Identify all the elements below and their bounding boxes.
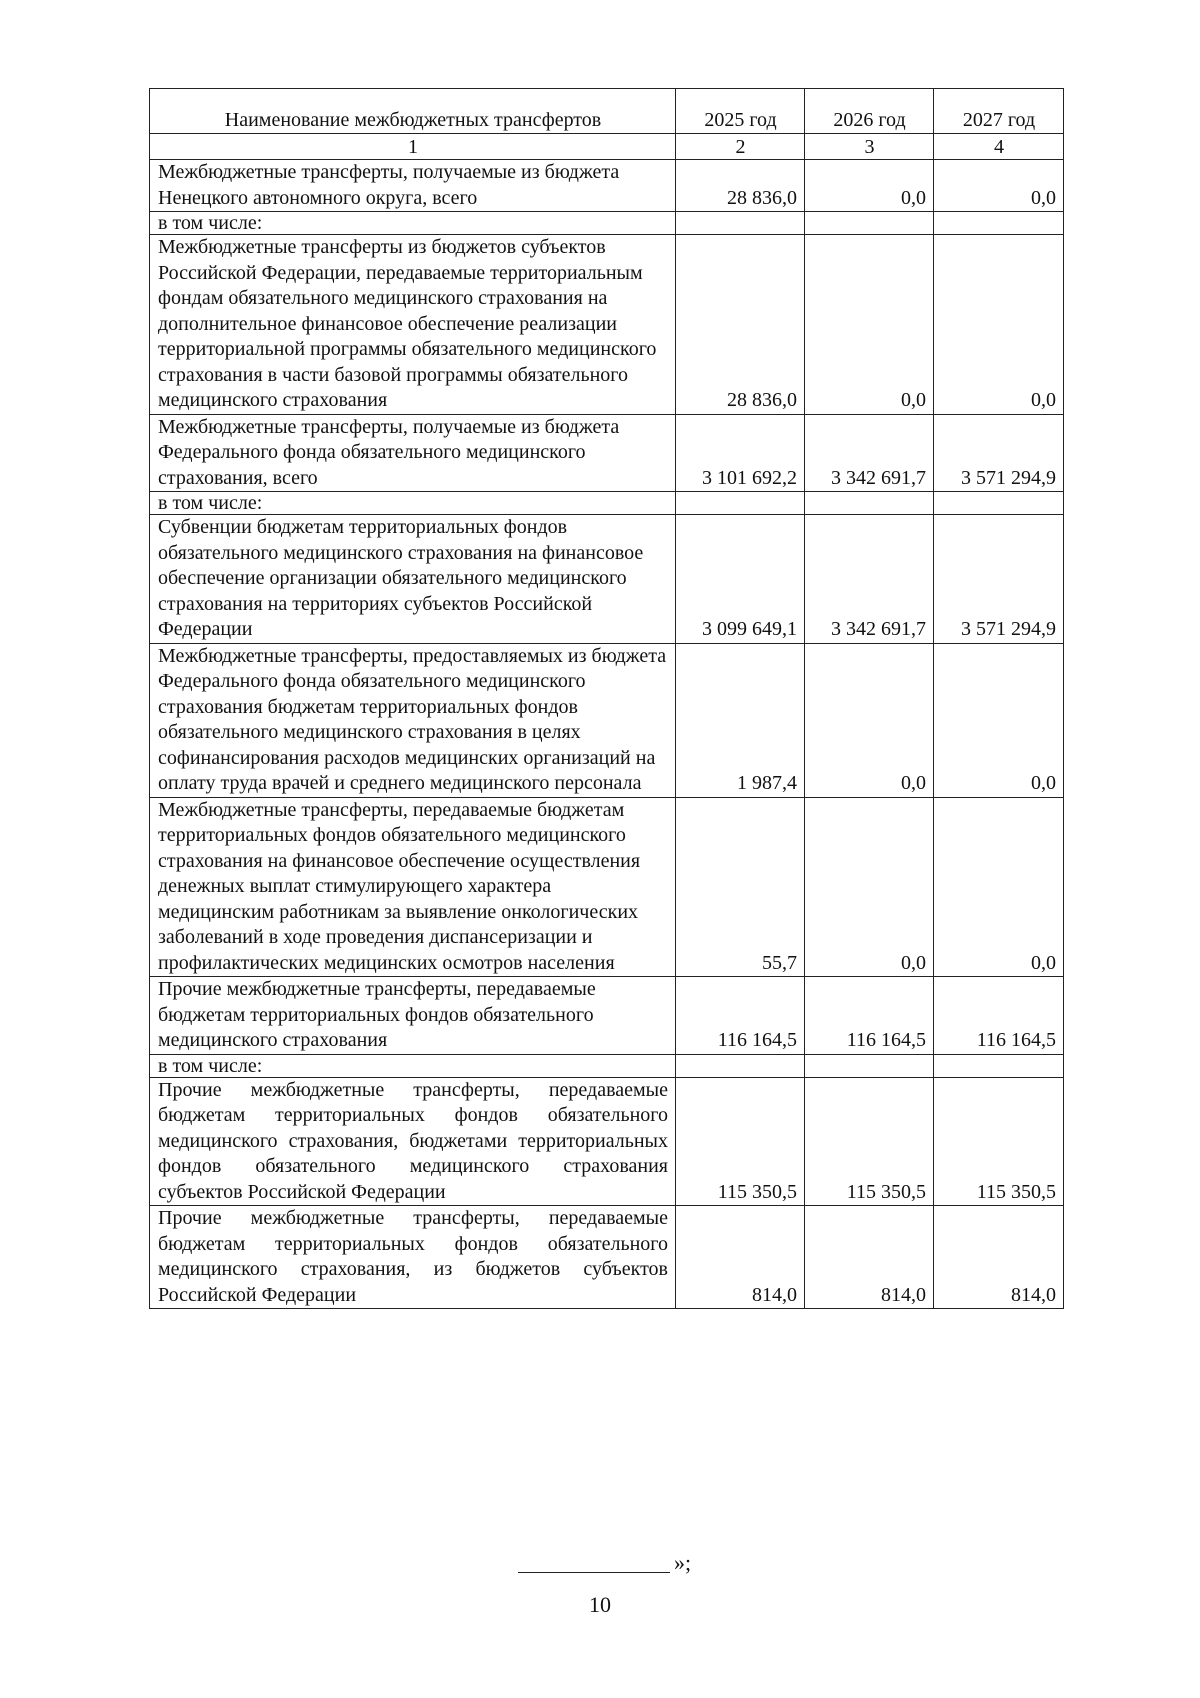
value-2025 [676, 1054, 805, 1077]
closing-quote-mark: »; [674, 1550, 692, 1575]
column-number: 4 [934, 134, 1064, 160]
header-name: Наименование межбюджетных трансфертов [150, 89, 676, 134]
column-number: 1 [150, 134, 676, 160]
column-number: 2 [676, 134, 805, 160]
table-row [150, 160, 1064, 212]
value-2025: 55,7 [676, 797, 805, 977]
row-name: Межбюджетные трансферты, получаемые из бюджета Ненецкого автономного округа, всего [150, 160, 676, 212]
value-2026: 115 350,5 [805, 1077, 934, 1206]
value-2025 [676, 492, 805, 515]
value-2026: 814,0 [805, 1206, 934, 1309]
value-2027: 0,0 [934, 797, 1064, 977]
value-2027: 0,0 [934, 643, 1064, 797]
value-2027: 0,0 [934, 160, 1064, 212]
value-2025: 28 836,0 [676, 235, 805, 415]
header-2025: 2025 год [676, 89, 805, 134]
value-2026 [805, 492, 934, 515]
row-name: Субвенции бюджетам территориальных фондов обязательного медицинского страхования на финансовое обеспечение организации обязательного медицинского страхования на территориях субъектов Российской Федерации [150, 515, 676, 644]
table-row [150, 1077, 1064, 1206]
value-2025: 28 836,0 [676, 160, 805, 212]
table-row [150, 235, 1064, 415]
page-number: 10 [589, 1592, 611, 1617]
value-2025 [676, 212, 805, 235]
value-2026: 116 164,5 [805, 977, 934, 1055]
row-name: в том числе: [150, 1054, 676, 1077]
value-2027 [934, 492, 1064, 515]
table-row [150, 1206, 1064, 1309]
row-name: Межбюджетные трансферты, передаваемые бюджетам территориальных фондов обязательного медицинского страхования на финансовое обеспечение осуществления денежных выплат стимулирующего характера медицинским работникам за выявление онкологических заболеваний в ходе проведения диспансеризации и профилактических медицинских осмотров населения [150, 797, 676, 977]
table-row-subheading [150, 1054, 1064, 1077]
table-row-subheading [150, 212, 1064, 235]
value-2027: 3 571 294,9 [934, 414, 1064, 492]
value-2027: 115 350,5 [934, 1077, 1064, 1206]
value-2027 [934, 212, 1064, 235]
value-2025: 1 987,4 [676, 643, 805, 797]
table-row [150, 414, 1064, 492]
value-2025: 115 350,5 [676, 1077, 805, 1206]
row-name: Прочие межбюджетные трансферты, передаваемые бюджетам территориальных фондов обязательного медицинского страхования, из бюджетов субъектов Российской Федерации [150, 1206, 676, 1309]
value-2027: 814,0 [934, 1206, 1064, 1309]
value-2026: 0,0 [805, 160, 934, 212]
table-row [150, 797, 1064, 977]
value-2025: 3 101 692,2 [676, 414, 805, 492]
row-name: Прочие межбюджетные трансферты, передаваемые бюджетам территориальных фондов обязательного медицинского страхования [150, 977, 676, 1055]
row-name: в том числе: [150, 212, 676, 235]
value-2027: 116 164,5 [934, 977, 1064, 1055]
value-2027 [934, 1054, 1064, 1077]
header-row [150, 89, 1064, 134]
table-row-subheading [150, 492, 1064, 515]
table-row [150, 515, 1064, 644]
header-2026: 2026 год [805, 89, 934, 134]
value-2025: 3 099 649,1 [676, 515, 805, 644]
value-2026 [805, 212, 934, 235]
row-name: Межбюджетные трансферты, предоставляемых из бюджета Федерального фонда обязательного медицинского страхования бюджетам территориальных фондов обязательного медицинского страхования в целях софинансирования расходов медицинских организаций на оплату труда врачей и среднего медицинского персонала [150, 643, 676, 797]
column-number: 3 [805, 134, 934, 160]
value-2027: 0,0 [934, 235, 1064, 415]
value-2027: 3 571 294,9 [934, 515, 1064, 644]
value-2026: 0,0 [805, 235, 934, 415]
table-row [150, 643, 1064, 797]
header-2027: 2027 год [934, 89, 1064, 134]
row-name: Прочие межбюджетные трансферты, передаваемые бюджетам территориальных фондов обязательного медицинского страхования, бюджетами территориальных фондов обязательного медицинского страхования субъектов Российской Федерации [150, 1077, 676, 1206]
value-2026: 0,0 [805, 797, 934, 977]
value-2026 [805, 1054, 934, 1077]
value-2026: 3 342 691,7 [805, 515, 934, 644]
row-name: Межбюджетные трансферты из бюджетов субъектов Российской Федерации, передаваемые территориальным фондам обязательного медицинского страхования на дополнительное финансовое обеспечение реализации территориальной программы обязательного медицинского страхования в части базовой программы обязательного медицинского страхования [150, 235, 676, 415]
table-row [150, 977, 1064, 1055]
value-2025: 116 164,5 [676, 977, 805, 1055]
column-number-row [150, 134, 1064, 160]
footer-rule [518, 1572, 670, 1573]
value-2026: 0,0 [805, 643, 934, 797]
row-name: Межбюджетные трансферты, получаемые из бюджета Федерального фонда обязательного медицинского страхования, всего [150, 414, 676, 492]
transfers-table [149, 88, 1064, 1309]
row-name: в том числе: [150, 492, 676, 515]
value-2025: 814,0 [676, 1206, 805, 1309]
value-2026: 3 342 691,7 [805, 414, 934, 492]
